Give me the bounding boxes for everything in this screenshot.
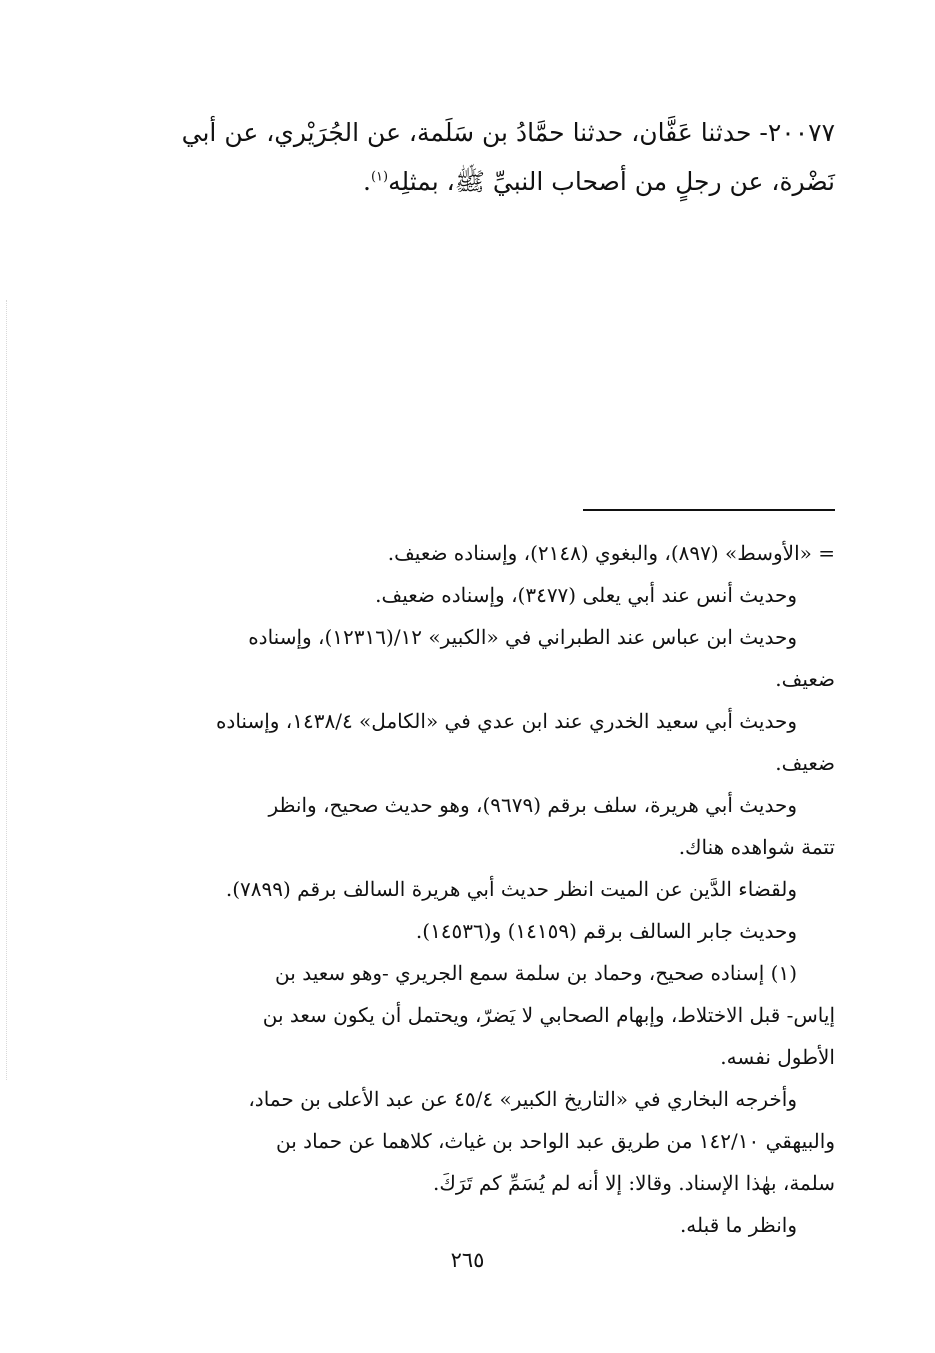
footnote-line: سلمة، بهٰذا الإسناد. وقالا: إلا أنه لم يُسَمِّ كم تَرَكَ. <box>433 1171 835 1195</box>
footnote-line: ضعيف. <box>775 667 835 691</box>
footnote-line: وحديث أبي سعيد الخدري عند ابن عدي في «الكامل» ١٤٣٨/٤، وإسناده <box>215 709 797 733</box>
footnote-separator <box>583 509 835 511</box>
footnote-reference: (١) <box>370 169 389 185</box>
hadith-text <box>135 108 835 206</box>
footnote-line: إياس- قبل الاختلاط، وإبهام الصحابي لا يَضرّ، ويحتمل أن يكون سعد بن <box>262 1003 835 1027</box>
footnote-line: وأخرجه البخاري في «التاريخ الكبير» ٤٥/٤ عن عبد الأعلى بن حماد، <box>248 1087 797 1111</box>
footnote-line: ولقضاء الدَّين عن الميت انظر حديث أبي هريرة السالف برقم (٧٨٩٩). <box>225 877 797 901</box>
footnote-line: تتمة شواهده هناك. <box>678 835 835 859</box>
page-gutter-mark <box>6 300 7 1080</box>
footnote-line: وحديث أنس عند أبي يعلى (٣٤٧٧)، وإسناده ضعيف. <box>375 583 797 607</box>
hadith-line-1: ٢٠٠٧٧- حدثنا عَفَّان، حدثنا حمَّادُ بن سَلَمة، عن الجُرَيْري، عن أبي <box>181 118 835 147</box>
footnote-line: الأطول نفسه. <box>720 1045 835 1069</box>
footnote-line: وحديث ابن عباس عند الطبراني في «الكبير» ١٢/(١٢٣١٦)، وإسناده <box>248 625 797 649</box>
footnote-line: وحديث جابر السالف برقم (١٤١٥٩) و(١٤٥٣٦). <box>415 919 797 943</box>
footnote-line: وحديث أبي هريرة، سلف برقم (٩٦٧٩)، وهو حديث صحيح، وانظر <box>268 793 797 817</box>
hadith-line-2-end: . <box>362 167 371 196</box>
hadith-line-2: نَضْرة، عن رجلٍ من أصحاب النبيِّ ﷺ، بمثلِه <box>388 167 835 196</box>
footnote-line: وانظر ما قبله. <box>679 1213 797 1237</box>
page-number: ٢٦٥ <box>450 1248 485 1272</box>
footnote-line: = «الأوسط» (٨٩٧)، والبغوي (٢١٤٨)، وإسناده ضعيف. <box>387 541 835 565</box>
footnote-line: والبيهقي ١٤٢/١٠ من طريق عبد الواحد بن غياث، كلاهما عن حماد بن <box>276 1129 835 1153</box>
footnote-line: (١) إسناده صحيح، وحماد بن سلمة سمع الجريري -وهو سعيد بن <box>275 961 797 985</box>
footnotes <box>135 532 835 1246</box>
footnote-line: ضعيف. <box>775 751 835 775</box>
